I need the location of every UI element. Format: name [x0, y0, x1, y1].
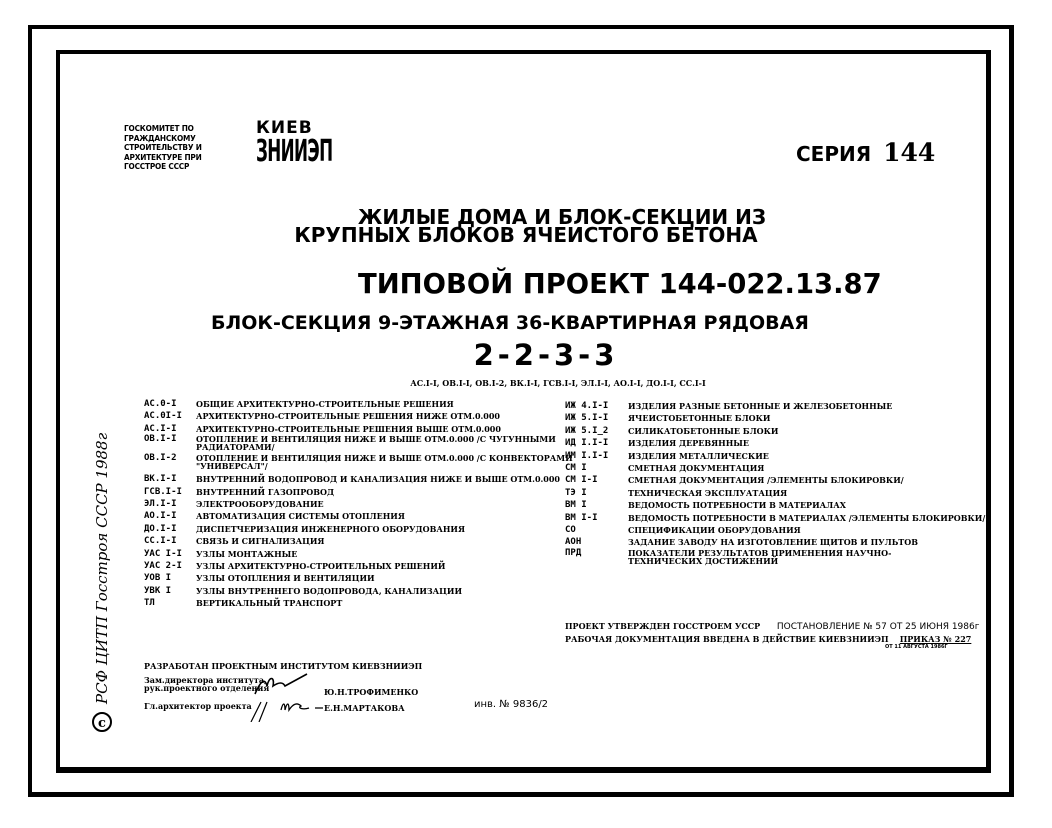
list-item	[565, 437, 985, 449]
list-item	[144, 453, 573, 472]
item-description	[628, 474, 904, 486]
item-code: ВМ I-I	[565, 512, 598, 523]
item-description	[628, 437, 749, 449]
item-description	[628, 549, 891, 565]
section-code: 2-2-3-3	[473, 338, 619, 372]
name-trofimenko: Ю.Н.ТРОФИМЕНКО	[324, 687, 419, 697]
list-item	[565, 487, 985, 499]
copyright-icon: c	[92, 712, 112, 732]
org-line: АРХИТЕКТУРЕ ПРИ	[124, 152, 202, 162]
role-department-head: рук.проектного отделения	[144, 683, 270, 694]
item-description-line: УЗЛЫ ОТОПЛЕНИЯ И ВЕНТИЛЯЦИИ	[196, 573, 375, 584]
item-description	[196, 510, 405, 522]
item-code: ТЭ I	[565, 487, 587, 498]
item-description	[196, 498, 324, 510]
item-code: АС.I-I	[144, 423, 177, 434]
item-description-line: ОТОПЛЕНИЕ И ВЕНТИЛЯЦИЯ НИЖЕ И ВЫШЕ ОТМ.0.000 /С КОНВЕКТОРАМИ	[196, 453, 573, 464]
role-chief-architect: Гл.архитектор проекта	[144, 701, 252, 711]
project-number: ТИПОВОЙ ПРОЕКТ 144-022.13.87	[358, 267, 882, 300]
list-item	[565, 400, 985, 412]
list-item	[144, 535, 564, 547]
item-description-line: ВЕДОМОСТЬ ПОТРЕБНОСТИ В МАТЕРИАЛАХ	[628, 500, 846, 511]
approval-line-2	[565, 633, 979, 653]
item-description	[196, 523, 465, 535]
title-line-2: КРУПНЫХ БЛОКОВ ЯЧЕИСТОГО БЕТОНА	[294, 223, 758, 247]
approval-text: ПРОЕКТ УТВЕРЖДЕН ГОССТРОЕМ УССР	[565, 621, 761, 631]
staff-names	[324, 684, 418, 716]
item-description-line: ВНУТРЕННИЙ ГАЗОПРОВОД	[196, 486, 335, 497]
list-item	[144, 548, 564, 560]
list-item	[144, 572, 564, 584]
item-description-line: ЗАДАНИЕ ЗАВОДУ НА ИЗГОТОВЛЕНИЕ ЩИТОВ И ПУЛЬТОВ	[628, 537, 918, 548]
drawing-marks: АС.I-I, ОВ.I-I, ОВ.I-2, ВК.I-I, ГСВ.I-I, ЭЛ.I-I, АО.I-I, ДО.I-I, СС.I-I	[410, 378, 706, 388]
item-code: ИМ I.I-I	[565, 450, 609, 461]
list-item	[144, 498, 564, 510]
item-description	[196, 572, 375, 584]
signature-2-strokes	[251, 702, 267, 722]
approval-block	[565, 620, 979, 653]
item-description-line: ВЕРТИКАЛЬНЫЙ ТРАНСПОРТ	[196, 598, 343, 609]
list-item	[144, 473, 564, 485]
list-item	[565, 425, 985, 437]
item-description	[196, 410, 500, 422]
item-description	[628, 412, 771, 424]
item-code: ИЖ 5.I_2	[565, 425, 609, 436]
item-description	[196, 454, 573, 470]
signature-2	[281, 704, 323, 710]
list-item	[565, 462, 985, 474]
item-description-line: УЗЛЫ АРХИТЕКТУРНО-СТРОИТЕЛЬНЫХ РЕШЕНИЙ	[196, 561, 446, 572]
copyright-vertical	[92, 433, 112, 732]
item-description-line: АВТОМАТИЗАЦИЯ СИСТЕМЫ ОТОПЛЕНИЯ	[196, 511, 405, 522]
item-description	[196, 585, 462, 597]
approval-decree: ПОСТАНОВЛЕНИЕ № 57 ОТ 25 ИЮНЯ 1986г	[776, 622, 980, 632]
item-description-line: ДИСПЕТЧЕРИЗАЦИЯ ИНЖЕНЕРНОГО ОБОРУДОВАНИЯ	[196, 523, 466, 534]
name-martakova: Е.Н.МАРТАКОВА	[324, 703, 405, 713]
item-description	[196, 535, 324, 547]
logo-bottom-text: ЗНИИЭП	[256, 134, 333, 169]
section-description: БЛОК-СЕКЦИЯ 9-ЭТАЖНАЯ 36-КВАРТИРНАЯ РЯДОВАЯ	[211, 312, 809, 334]
item-description-line: ИЗДЕЛИЯ РАЗНЫЕ БЕТОННЫЕ И ЖЕЛЕЗОБЕТОННЫЕ	[628, 401, 893, 411]
item-code: УВК I	[144, 585, 172, 596]
item-description-continuation: ТЕХНИЧЕСКИХ ДОСТИЖЕНИЙ	[628, 555, 779, 566]
list-item	[144, 597, 564, 609]
approval-line-1	[565, 620, 979, 633]
item-code: ЭЛ.I-I	[144, 499, 177, 510]
item-description-line: ОТОПЛЕНИЕ И ВЕНТИЛЯЦИЯ НИЖЕ И ВЫШЕ ОТМ.0.000 /С ЧУГУННЫМИ	[196, 434, 556, 445]
list-item	[565, 412, 985, 424]
item-description-line: УЗЛЫ ВНУТРЕННЕГО ВОДОПРОВОДА, КАНАЛИЗАЦИИ	[196, 585, 463, 596]
item-description-line: АРХИТЕКТУРНО-СТРОИТЕЛЬНЫЕ РЕШЕНИЯ НИЖЕ ОТМ.0.000	[196, 411, 500, 422]
item-description-line: АРХИТЕКТУРНО-СТРОИТЕЛЬНЫЕ РЕШЕНИЯ ВЫШЕ ОТМ.0.000	[196, 423, 501, 434]
list-item	[565, 524, 985, 536]
list-item	[144, 560, 564, 572]
list-item	[144, 523, 564, 535]
item-description	[628, 487, 787, 499]
item-description-line: СМЕТНАЯ ДОКУМЕНТАЦИЯ /ЭЛЕМЕНТЫ БЛОКИРОВКИ/	[628, 475, 904, 486]
copyright-text: РСФ ЦИТП Госстроя СССР 1988г	[93, 432, 111, 704]
item-description-line: ОБЩИЕ АРХИТЕКТУРНО-СТРОИТЕЛЬНЫЕ РЕШЕНИЯ	[196, 399, 454, 409]
item-description	[196, 398, 454, 410]
item-description-line: СМЕТНАЯ ДОКУМЕНТАЦИЯ	[628, 463, 765, 474]
approval-order: ПРИКАЗ № 227	[899, 634, 972, 644]
item-code: ИЖ 4.I-I	[565, 401, 609, 411]
item-code: ПРД	[565, 547, 582, 558]
inventory-number: инв. № 9836/2	[474, 699, 549, 710]
item-description	[628, 450, 769, 462]
item-description-line: ТЕХНИЧЕСКАЯ ЭКСПЛУАТАЦИЯ	[628, 487, 788, 498]
approval-text-2: РАБОЧАЯ ДОКУМЕНТАЦИЯ ВВЕДЕНА В ДЕЙСТВИЕ КИЕВЗНИИЭП	[565, 634, 889, 644]
list-item	[144, 410, 564, 422]
logo-top-text: КИЕВ	[256, 118, 313, 138]
list-item	[144, 585, 564, 597]
series-number: 144	[883, 138, 936, 167]
item-description	[628, 462, 764, 474]
item-description	[628, 524, 801, 536]
item-code: СО	[565, 525, 576, 536]
item-code: АО.I-I	[144, 511, 177, 522]
item-description-line: ЭЛЕКТРООБОРУДОВАНИЕ	[196, 499, 324, 510]
item-description-line: ИЗДЕЛИЯ ДЕРЕВЯННЫЕ	[628, 438, 749, 449]
item-code: ОВ.I-I	[144, 434, 177, 445]
item-description	[628, 425, 778, 437]
org-line: СТРОИТЕЛЬСТВУ И	[124, 143, 202, 153]
list-item	[565, 499, 985, 511]
item-code: ВМ I	[565, 500, 587, 511]
approval-order-date: ОТ 11 АВГУСТА 1986Г	[885, 644, 948, 650]
item-description	[196, 435, 556, 451]
item-description	[628, 499, 846, 511]
item-description	[196, 597, 342, 609]
kiev-zniiep-logo	[256, 120, 379, 167]
item-code: ТЛ	[144, 598, 155, 609]
item-description-continuation: РАДИАТОРАМИ/	[196, 442, 275, 453]
item-description-continuation: "УНИВЕРСАЛ"/	[196, 461, 268, 472]
item-description-line: ПОКАЗАТЕЛИ РЕЗУЛЬТАТОВ ПРИМЕНЕНИЯ НАУЧНО-	[628, 547, 892, 558]
signature-1	[255, 674, 307, 694]
item-description	[196, 560, 445, 572]
item-code: АС.0I-I	[144, 411, 182, 422]
item-code: ОВ.I-2	[144, 453, 177, 464]
item-description	[196, 548, 297, 560]
document-list-right	[565, 400, 985, 568]
role-deputy-director: Зам.директора института,	[144, 675, 267, 685]
list-item	[565, 474, 985, 486]
list-item	[144, 435, 564, 451]
list-item	[144, 398, 564, 410]
item-code: УОВ I	[144, 573, 172, 584]
item-description-line: ЯЧЕИСТОБЕТОННЫЕ БЛОКИ	[628, 413, 771, 424]
item-description-line: ИЗДЕЛИЯ МЕТАЛЛИЧЕСКИЕ	[628, 450, 769, 461]
item-code: ИД I.I-I	[565, 438, 609, 449]
item-description-line: СВЯЗЬ И СИГНАЛИЗАЦИЯ	[196, 536, 325, 547]
list-item	[144, 510, 564, 522]
list-item	[565, 512, 985, 524]
item-code: ИЖ 5.I-I	[565, 413, 609, 424]
list-item	[144, 486, 564, 498]
item-description	[196, 473, 560, 485]
item-code: АОН	[565, 537, 582, 548]
developer-line: РАЗРАБОТАН ПРОЕКТНЫМ ИНСТИТУТОМ КИЕВЗНИИЭП	[144, 661, 423, 671]
item-description	[628, 400, 892, 412]
item-code: ГСВ.I-I	[144, 486, 182, 497]
item-description-line: ВЕДОМОСТЬ ПОТРЕБНОСТИ В МАТЕРИАЛАХ /ЭЛЕМЕНТЫ БЛОКИРОВКИ/	[628, 512, 986, 523]
item-description-line: УЗЛЫ МОНТАЖНЫЕ	[196, 548, 298, 559]
item-description	[628, 512, 985, 524]
series-word: СЕРИЯ	[796, 142, 872, 166]
item-code: УАС 2-I	[144, 561, 182, 572]
item-code: СМ I-I	[565, 475, 598, 486]
item-code: ВК.I-I	[144, 474, 177, 485]
item-description-line: СИЛИКАТОБЕТОННЫЕ БЛОКИ	[628, 425, 779, 436]
org-line: ГОССТРОЕ СССР	[124, 162, 190, 172]
title-line-1: ЖИЛЫЕ ДОМА И БЛОК-СЕКЦИИ ИЗ	[357, 205, 767, 229]
list-item	[565, 549, 985, 565]
list-item	[565, 450, 985, 462]
org-line: ГОСКОМИТЕТ ПО	[124, 124, 194, 133]
item-code: АС.0-I	[144, 399, 177, 409]
item-code: ДО.I-I	[144, 523, 177, 534]
item-description	[196, 486, 334, 498]
item-code: УАС I-I	[144, 548, 182, 559]
series-label	[796, 138, 935, 167]
item-code: СМ I	[565, 463, 587, 474]
org-line: ГРАЖДАНСКОМУ	[124, 133, 196, 143]
item-description-line: ВНУТРЕННИЙ ВОДОПРОВОД И КАНАЛИЗАЦИЯ НИЖЕ И ВЫШЕ ОТМ.0.000	[196, 474, 560, 485]
organization-block	[124, 124, 202, 172]
item-description-line: СПЕЦИФИКАЦИИ ОБОРУДОВАНИЯ	[628, 525, 801, 536]
item-code: СС.I-I	[144, 536, 177, 547]
